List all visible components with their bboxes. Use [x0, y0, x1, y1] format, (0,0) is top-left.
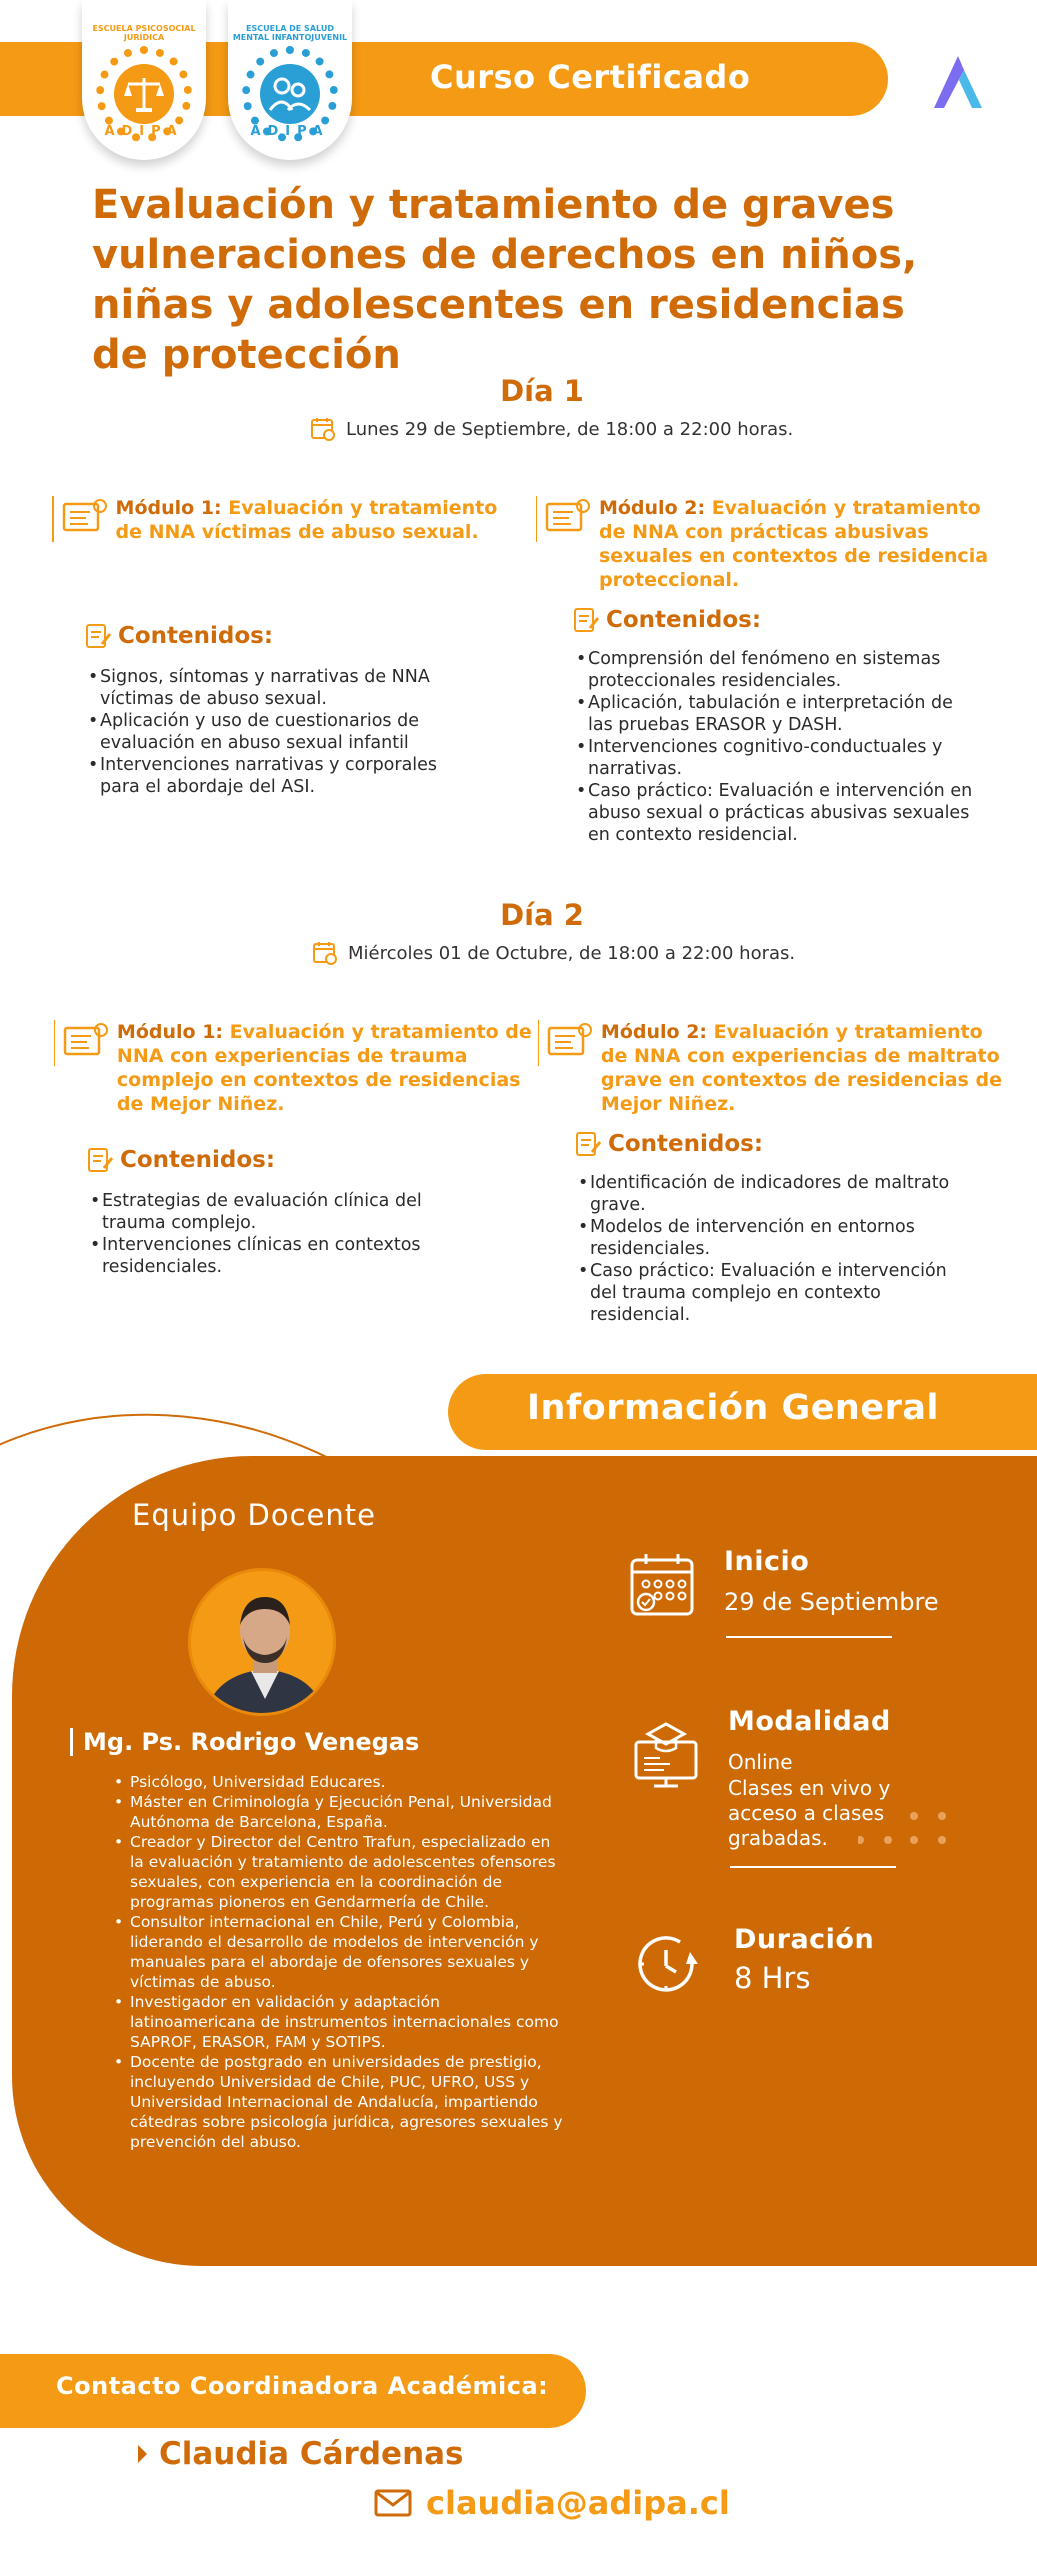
mode-detail: Clases en vivo y acceso a clases grabadas.	[728, 1776, 891, 1850]
course-title: Evaluación y tratamiento de graves vulneraciones de derechos en niños, niñas y adolescentes en residencias de protección	[92, 182, 918, 378]
badge-salud-mental-infantojuvenil	[228, 0, 352, 160]
day-date-text: Miércoles 01 de Octubre, de 18:00 a 22:00 horas.	[348, 942, 796, 964]
day-1-title: Día 1	[500, 374, 584, 408]
team-title: Equipo Docente	[132, 1498, 376, 1532]
badge-psicosocial-juridica	[82, 0, 206, 160]
header-title: Curso Certificado	[430, 58, 751, 96]
badge-top-text: ESCUELA PSICOSOCIAL JURÍDICA	[92, 24, 196, 42]
module-title: Módulo 2: Evaluación y tratamiento de NNA con experiencias de maltrato grave en contextos de residencias de Mejor Niñez.	[600, 1021, 1002, 1115]
triangle-bullet-icon	[138, 2445, 147, 2463]
decorative-dots	[858, 1808, 958, 1858]
list-item: • Intervenciones narrativas y corporales para el abordaje del ASI.	[86, 754, 466, 798]
badge-bottom-text: ADIPA	[104, 124, 184, 139]
list-item: • Intervenciones cognitivo-conductuales y narrativas.	[574, 736, 974, 780]
contents-icon	[86, 1146, 114, 1174]
contents-heading: Contenidos:	[84, 622, 273, 650]
teacher-avatar	[188, 1568, 336, 1716]
calendar-icon	[310, 416, 336, 442]
calendar-icon	[312, 940, 338, 966]
list-item: • Identificación de indicadores de maltrato grave.	[576, 1172, 956, 1216]
contents-heading: Contenidos:	[574, 1130, 763, 1158]
contents-heading: Contenidos:	[86, 1146, 275, 1174]
day-2-module-1	[54, 1020, 534, 1116]
list-item: • Investigador en validación y adaptación latinoamericana de instrumentos internacionales como SAPROF, ERASOR, FAM y SOTIPS.	[108, 1992, 568, 2052]
module-icon	[63, 1020, 111, 1060]
duration-label: Duración	[734, 1924, 875, 1955]
list-item: • Creador y Director del Centro Trafun, especializado en la evaluación y tratamiento de adolescentes ofensores sexuales, con experiencia en la coordinación de programas pioneros en Gendarmería de Chile.	[108, 1832, 568, 1912]
list-item: • Modelos de intervención en entornos residenciales.	[576, 1216, 956, 1260]
badge-top-text: ESCUELA DE SALUD MENTAL INFANTOJUVENIL	[232, 24, 348, 42]
list-item: • Psicólogo, Universidad Educares.	[108, 1772, 568, 1792]
day-date-text: Lunes 29 de Septiembre, de 18:00 a 22:00 horas.	[346, 418, 794, 440]
day-2-date	[312, 940, 795, 966]
divider	[730, 1866, 896, 1868]
day-1-date	[310, 416, 793, 442]
contact-name: Claudia Cárdenas	[138, 2436, 464, 2472]
clock-icon	[632, 1928, 704, 2000]
contents-icon	[572, 606, 600, 634]
day-2-title: Día 2	[500, 898, 584, 932]
mail-icon	[374, 2489, 412, 2517]
module-title: Módulo 1: Evaluación y tratamiento de NNA con experiencias de trauma complejo en contextos de residencias de Mejor Niñez.	[116, 1021, 532, 1115]
graduation-laptop-icon	[630, 1718, 702, 1790]
general-info-title: Información General	[527, 1388, 939, 1428]
contents-icon	[84, 622, 112, 650]
mode-label: Modalidad	[728, 1706, 891, 1737]
list-item: • Aplicación y uso de cuestionarios de evaluación en abuso sexual infantil	[86, 710, 466, 754]
duration-value: 8 Hrs	[734, 1961, 811, 1995]
list-item: • Máster en Criminología y Ejecución Penal, Universidad Autónoma de Barcelona, España.	[108, 1792, 568, 1832]
module-icon	[62, 496, 110, 536]
contents-list	[576, 1172, 956, 1326]
module-icon	[545, 496, 593, 536]
day-2-module-2	[538, 1020, 1008, 1116]
day-1-module-1	[52, 496, 502, 544]
teacher-bio-list	[108, 1772, 568, 2152]
contact-title: Contacto Coordinadora Académica:	[56, 2372, 549, 2400]
contents-list	[86, 666, 466, 798]
teacher-name: Mg. Ps. Rodrigo Venegas	[70, 1728, 419, 1756]
mode-value: Online	[728, 1750, 793, 1774]
start-label: Inicio	[724, 1546, 810, 1577]
contents-list	[88, 1190, 468, 1278]
module-title: Módulo 2: Evaluación y tratamiento de NNA con prácticas abusivas sexuales en contextos de residencia proteccional.	[598, 497, 989, 591]
email-link[interactable]: claudia@adipa.cl	[426, 2484, 730, 2522]
list-item: • Docente de postgrado en universidades de prestigio, incluyendo Universidad de Chile, PUC, UFRO, USS y Universidad Internacional de Andalucía, impartiendo cátedras sobre psicología jurídica, agresores sexuales y prevención del abuso.	[108, 2052, 568, 2152]
list-item: • Consultor internacional en Chile, Perú y Colombia, liderando el desarrollo de modelos de intervención y manuales para el abordaje de ofensores sexuales y víctimas de abuso.	[108, 1912, 568, 1992]
contact-email[interactable]	[374, 2484, 730, 2522]
contents-heading: Contenidos:	[572, 606, 761, 634]
contents-list	[574, 648, 974, 846]
calendar-icon	[628, 1550, 700, 1622]
badge-bottom-text: ADIPA	[250, 124, 330, 139]
list-item: • Intervenciones clínicas en contextos residenciales.	[88, 1234, 468, 1278]
day-1-module-2	[536, 496, 1006, 592]
list-item: • Caso práctico: Evaluación e intervención del trauma complejo en contexto residencial.	[576, 1260, 956, 1326]
list-item: • Caso práctico: Evaluación e intervención en abuso sexual o prácticas abusivas sexuales en contexto residencial.	[574, 780, 974, 846]
contents-icon	[574, 1130, 602, 1158]
list-item: • Comprensión del fenómeno en sistemas proteccionales residenciales.	[574, 648, 974, 692]
module-icon	[547, 1020, 595, 1060]
list-item: • Signos, síntomas y narrativas de NNA víctimas de abuso sexual.	[86, 666, 466, 710]
adipa-logo-icon	[928, 50, 988, 114]
divider	[726, 1636, 892, 1638]
start-value: 29 de Septiembre	[724, 1588, 939, 1616]
list-item: • Aplicación, tabulación e interpretación de las pruebas ERASOR y DASH.	[574, 692, 974, 736]
module-title: Módulo 1: Evaluación y tratamiento de NNA víctimas de abuso sexual.	[115, 497, 498, 543]
list-item: • Estrategias de evaluación clínica del trauma complejo.	[88, 1190, 468, 1234]
